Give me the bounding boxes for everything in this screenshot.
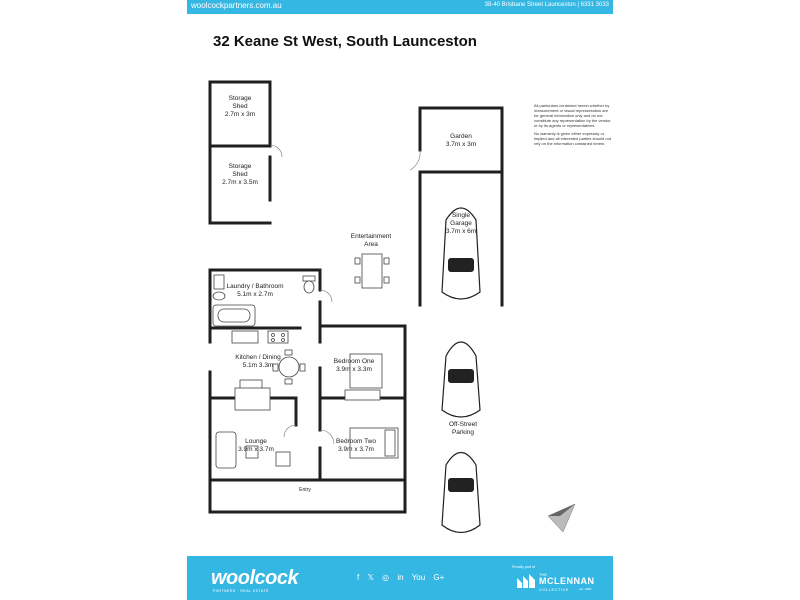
garden-name: Garden bbox=[450, 133, 472, 140]
linkedin-icon[interactable]: in bbox=[397, 573, 404, 582]
social-links bbox=[357, 573, 450, 582]
bedroom-two-name: Bedroom Two bbox=[336, 438, 376, 445]
mclennan-the: THE bbox=[539, 572, 547, 577]
lounge-dims: 3.9m x 3.7m bbox=[238, 446, 274, 453]
off-street-parking-label: Off-Street Parking bbox=[448, 421, 478, 436]
facebook-icon[interactable]: f bbox=[357, 573, 360, 582]
bedroom-one-name: Bedroom One bbox=[333, 358, 375, 365]
mclennan-collective: COLLECTIVE bbox=[539, 587, 569, 592]
garden-dims: 3.7m x 3m bbox=[445, 141, 477, 148]
storage-shed-one-name: Storage Shed bbox=[228, 95, 252, 110]
laundry-bathroom-name: Laundry / Bathroom bbox=[226, 283, 284, 290]
disclaimer-paragraph: No warranty is given either expressly or implied and all interested parties should not rely on the information contained herein. bbox=[534, 131, 611, 146]
laundry-bathroom-dims: 5.1m x 2.7m bbox=[237, 291, 273, 298]
woolcock-logo[interactable]: woolcock bbox=[211, 567, 299, 589]
entry-label: Entry bbox=[299, 487, 311, 493]
single-garage-label bbox=[432, 212, 490, 236]
entertainment-area-label: Entertainment Area bbox=[350, 233, 392, 248]
kitchen-dining-label bbox=[225, 354, 291, 370]
storage-shed-two-name: Storage Shed bbox=[228, 163, 252, 178]
lounge-label bbox=[228, 438, 284, 454]
single-garage-dims: 3.7m x 6m bbox=[445, 228, 477, 235]
mclennan-mark-icon bbox=[517, 574, 535, 588]
agency-contact: 38-40 Brisbane Street Launceston | 6331 3033 bbox=[484, 2, 609, 8]
property-title: 32 Keane St West, South Launceston bbox=[213, 33, 477, 50]
kitchen-dining-dims: 5.1m 3.3m bbox=[242, 362, 274, 369]
bedroom-two-label bbox=[328, 438, 384, 454]
proudly-part-of: Proudly part of bbox=[512, 565, 535, 569]
youtube-icon[interactable]: You bbox=[411, 573, 426, 582]
twitter-icon[interactable]: 𝕏 bbox=[367, 573, 374, 582]
bedroom-one-dims: 3.9m x 3.3m bbox=[336, 366, 372, 373]
storage-shed-two-label bbox=[212, 163, 268, 187]
disclaimer bbox=[534, 103, 612, 149]
disclaimer-paragraph: All particulars contained herein whether by measurement or visual representation are for general information only and do not constitute any representation by the vendor or by its agents or representatives. bbox=[534, 103, 611, 128]
mclennan-tagline: est. 1980 bbox=[579, 587, 592, 591]
bedroom-one-label bbox=[326, 358, 382, 374]
footer-banner bbox=[187, 556, 613, 600]
single-garage-name: Single Garage bbox=[450, 212, 472, 227]
garden-label bbox=[422, 133, 500, 149]
storage-shed-one-label bbox=[212, 95, 268, 119]
bedroom-two-dims: 3.9m x 3.7m bbox=[338, 446, 374, 453]
storage-shed-one-dims: 2.7m x 3m bbox=[224, 111, 256, 118]
storage-shed-two-dims: 2.7m x 3.5m bbox=[222, 179, 258, 186]
kitchen-dining-name: Kitchen / Dining bbox=[235, 354, 281, 361]
laundry-bathroom-label bbox=[222, 283, 288, 299]
lounge-name: Lounge bbox=[245, 438, 267, 445]
website-link[interactable]: woolcockpartners.com.au bbox=[191, 1, 282, 10]
mclennan-name: MCLENNAN bbox=[539, 576, 595, 586]
woolcock-logo-subtitle: PARTNERS · REAL ESTATE bbox=[213, 589, 269, 593]
instagram-icon[interactable]: ◎ bbox=[382, 573, 390, 582]
google-plus-icon[interactable]: G+ bbox=[433, 573, 445, 582]
